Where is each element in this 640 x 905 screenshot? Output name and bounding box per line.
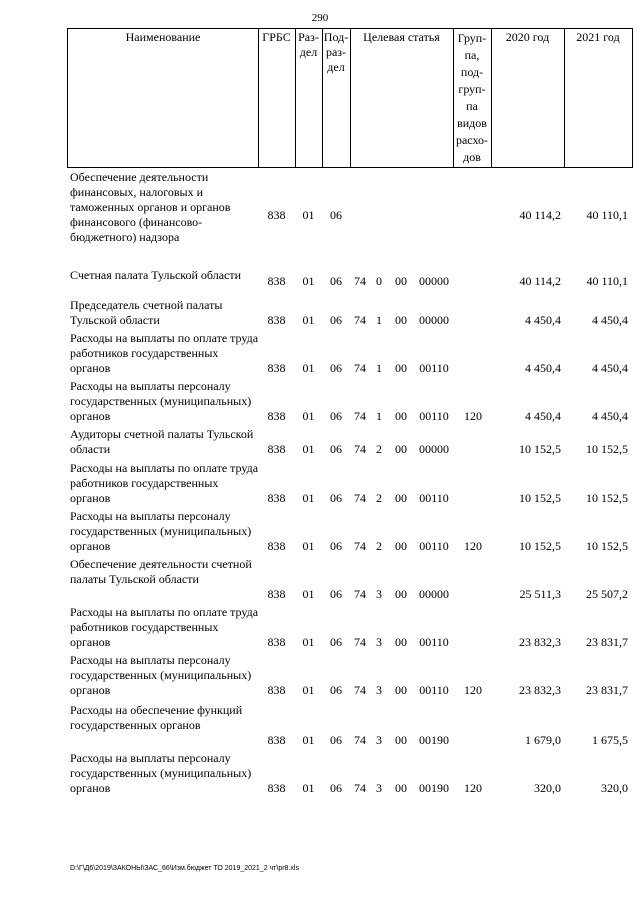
table-row	[0, 170, 640, 245]
target-main-cell: 00	[395, 539, 407, 553]
target-direction-cell: 00110	[419, 683, 449, 697]
header-name: Наименование	[125, 30, 201, 44]
razdel-cell: 01	[302, 635, 315, 649]
row-name: Расходы на выплаты персоналу государственных (муниципальных) органов	[70, 653, 252, 697]
row-name: Расходы на выплаты персоналу государственных (муниципальных) органов	[70, 509, 252, 553]
target-direction-cell: 00110	[419, 539, 449, 553]
target-program-cell: 74	[354, 442, 366, 456]
podrazdel-cell: 06	[330, 361, 342, 375]
row-name: Расходы на выплаты персоналу государственных (муниципальных) органов	[70, 379, 252, 423]
razdel-cell: 01	[302, 491, 315, 505]
target-direction-cell: 00110	[419, 491, 449, 505]
target-sub-cell: 2	[376, 491, 382, 505]
row-name: Обеспечение деятельности счетной палаты Тульской области	[70, 557, 252, 586]
podrazdel-cell: 06	[330, 274, 342, 288]
target-sub-cell: 3	[376, 733, 382, 747]
grbs-cell: 838	[267, 683, 286, 697]
table-row	[0, 427, 640, 457]
razdel-cell: 01	[302, 361, 315, 375]
target-program-cell: 74	[354, 313, 366, 327]
target-direction-cell: 00110	[419, 635, 449, 649]
value-2021-cell: 320,0	[601, 781, 628, 795]
grbs-cell: 838	[267, 442, 286, 456]
grbs-cell: 838	[267, 313, 286, 327]
value-2021-cell: 10 152,5	[586, 491, 628, 505]
row-name: Расходы на выплаты по оплате труда работников государственных органов	[70, 331, 259, 375]
header-group: Груп- па, под- груп- па видов расхо- дов	[455, 31, 489, 164]
target-direction-cell: 00190	[419, 781, 449, 795]
target-sub-cell: 2	[376, 442, 382, 456]
grbs-cell: 838	[267, 733, 286, 747]
target-main-cell: 00	[395, 442, 407, 456]
table-row	[0, 653, 640, 698]
target-program-cell: 74	[354, 683, 366, 697]
target-direction-cell: 00110	[419, 409, 449, 423]
target-main-cell: 00	[395, 491, 407, 505]
target-direction-cell: 00190	[419, 733, 449, 747]
row-name: Счетная палата Тульской области	[70, 268, 242, 282]
podrazdel-cell: 06	[330, 313, 342, 327]
target-program-cell: 74	[354, 539, 366, 553]
podrazdel-cell: 06	[330, 539, 342, 553]
table-row	[0, 751, 640, 796]
footer-path: D:\Г\Д6\2019\ЗАКОНЫ\ЗАС_66\Изм.бюджет ТО 2019_2021_2 чт\pr8.xls	[70, 865, 299, 872]
grbs-cell: 838	[267, 539, 286, 553]
podrazdel-cell: 06	[330, 208, 342, 222]
table-row	[0, 379, 640, 424]
target-direction-cell: 00000	[419, 442, 449, 456]
target-direction-cell: 00000	[419, 313, 449, 327]
target-main-cell: 00	[395, 361, 407, 375]
row-name: Расходы на выплаты по оплате труда работников государственных органов	[70, 461, 259, 505]
value-2020-cell: 23 832,3	[519, 683, 561, 697]
grbs-cell: 838	[267, 781, 286, 795]
razdel-cell: 01	[302, 539, 315, 553]
table-row	[0, 268, 640, 288]
value-2020-cell: 320,0	[534, 781, 561, 795]
value-2020-cell: 23 832,3	[519, 635, 561, 649]
value-2021-cell: 23 831,7	[586, 635, 628, 649]
header-target: Целевая статья	[363, 30, 440, 44]
group-cell: 120	[464, 683, 482, 697]
target-program-cell: 74	[354, 587, 366, 601]
grbs-cell: 838	[267, 587, 286, 601]
podrazdel-cell: 06	[330, 733, 342, 747]
header-2021: 2021 год	[576, 30, 620, 44]
value-2021-cell: 4 450,4	[592, 361, 628, 375]
value-2021-cell: 23 831,7	[586, 683, 628, 697]
table-row	[0, 461, 640, 506]
target-sub-cell: 0	[376, 274, 382, 288]
razdel-cell: 01	[302, 733, 315, 747]
razdel-cell: 01	[302, 208, 315, 222]
page-number: 290	[311, 12, 329, 24]
podrazdel-cell: 06	[330, 442, 342, 456]
header-podrazdel: Под- раз- дел	[323, 30, 349, 74]
target-direction-cell: 00000	[419, 587, 449, 601]
value-2021-cell: 4 450,4	[592, 313, 628, 327]
target-program-cell: 74	[354, 635, 366, 649]
value-2020-cell: 4 450,4	[525, 361, 561, 375]
podrazdel-cell: 06	[330, 587, 342, 601]
target-sub-cell: 3	[376, 781, 382, 795]
target-program-cell: 74	[354, 781, 366, 795]
target-sub-cell: 1	[376, 313, 382, 327]
target-sub-cell: 1	[376, 409, 382, 423]
razdel-cell: 01	[302, 683, 315, 697]
group-cell: 120	[464, 539, 482, 553]
target-main-cell: 00	[395, 781, 407, 795]
value-2020-cell: 10 152,5	[519, 442, 561, 456]
header-grbs: ГРБС	[262, 30, 291, 44]
value-2020-cell: 10 152,5	[519, 491, 561, 505]
target-main-cell: 00	[395, 733, 407, 747]
podrazdel-cell: 06	[330, 409, 342, 423]
grbs-cell: 838	[267, 409, 286, 423]
value-2020-cell: 40 114,2	[519, 274, 561, 288]
value-2021-cell: 10 152,5	[586, 442, 628, 456]
value-2020-cell: 25 511,3	[519, 587, 561, 601]
value-2021-cell: 1 675,5	[592, 733, 628, 747]
target-main-cell: 00	[395, 587, 407, 601]
row-name: Расходы на выплаты по оплате труда работников государственных органов	[70, 605, 259, 649]
target-main-cell: 00	[395, 313, 407, 327]
value-2020-cell: 10 152,5	[519, 539, 561, 553]
table-header	[0, 28, 640, 168]
target-program-cell: 74	[354, 274, 366, 288]
row-name: Расходы на выплаты персоналу государственных (муниципальных) органов	[70, 751, 252, 795]
target-program-cell: 74	[354, 409, 366, 423]
table-row	[0, 331, 640, 376]
razdel-cell: 01	[302, 313, 315, 327]
row-name: Аудиторы счетной палаты Тульской области	[70, 427, 254, 456]
podrazdel-cell: 06	[330, 635, 342, 649]
target-sub-cell: 3	[376, 635, 382, 649]
target-main-cell: 00	[395, 683, 407, 697]
razdel-cell: 01	[302, 587, 315, 601]
grbs-cell: 838	[267, 491, 286, 505]
value-2021-cell: 40 110,1	[586, 274, 628, 288]
value-2020-cell: 4 450,4	[525, 409, 561, 423]
row-name: Обеспечение деятельности финансовых, налоговых и таможенных органов и органов финансового (финансово-бюджетного) надзора	[70, 170, 231, 244]
group-cell: 120	[464, 409, 482, 423]
table-row	[0, 605, 640, 650]
razdel-cell: 01	[302, 409, 315, 423]
razdel-cell: 01	[302, 781, 315, 795]
value-2020-cell: 40 114,2	[519, 208, 561, 222]
value-2021-cell: 25 507,2	[586, 587, 628, 601]
target-program-cell: 74	[354, 733, 366, 747]
target-program-cell: 74	[354, 491, 366, 505]
target-sub-cell: 2	[376, 539, 382, 553]
value-2021-cell: 10 152,5	[586, 539, 628, 553]
target-main-cell: 00	[395, 409, 407, 423]
grbs-cell: 838	[267, 635, 286, 649]
grbs-cell: 838	[267, 208, 286, 222]
target-direction-cell: 00110	[419, 361, 449, 375]
target-direction-cell: 00000	[419, 274, 449, 288]
value-2020-cell: 4 450,4	[525, 313, 561, 327]
table-row	[0, 509, 640, 554]
row-name: Расходы на обеспечение функций государственных органов	[70, 703, 243, 732]
grbs-cell: 838	[267, 274, 286, 288]
target-sub-cell: 3	[376, 683, 382, 697]
razdel-cell: 01	[302, 274, 315, 288]
podrazdel-cell: 06	[330, 683, 342, 697]
table-row	[0, 298, 640, 328]
podrazdel-cell: 06	[330, 781, 342, 795]
razdel-cell: 01	[302, 442, 315, 456]
target-sub-cell: 1	[376, 361, 382, 375]
target-sub-cell: 3	[376, 587, 382, 601]
header-2020: 2020 год	[505, 30, 550, 44]
grbs-cell: 838	[267, 361, 286, 375]
podrazdel-cell: 06	[330, 491, 342, 505]
row-name: Председатель счетной палаты Тульской области	[70, 298, 223, 327]
target-program-cell: 74	[354, 361, 366, 375]
group-cell: 120	[464, 781, 482, 795]
value-2021-cell: 40 110,1	[586, 208, 628, 222]
target-main-cell: 00	[395, 635, 407, 649]
table-row	[0, 703, 640, 748]
target-main-cell: 00	[395, 274, 407, 288]
header-razdel: Раз- дел	[298, 30, 319, 59]
value-2021-cell: 4 450,4	[592, 409, 628, 423]
table-row	[0, 557, 640, 602]
value-2020-cell: 1 679,0	[525, 733, 561, 747]
